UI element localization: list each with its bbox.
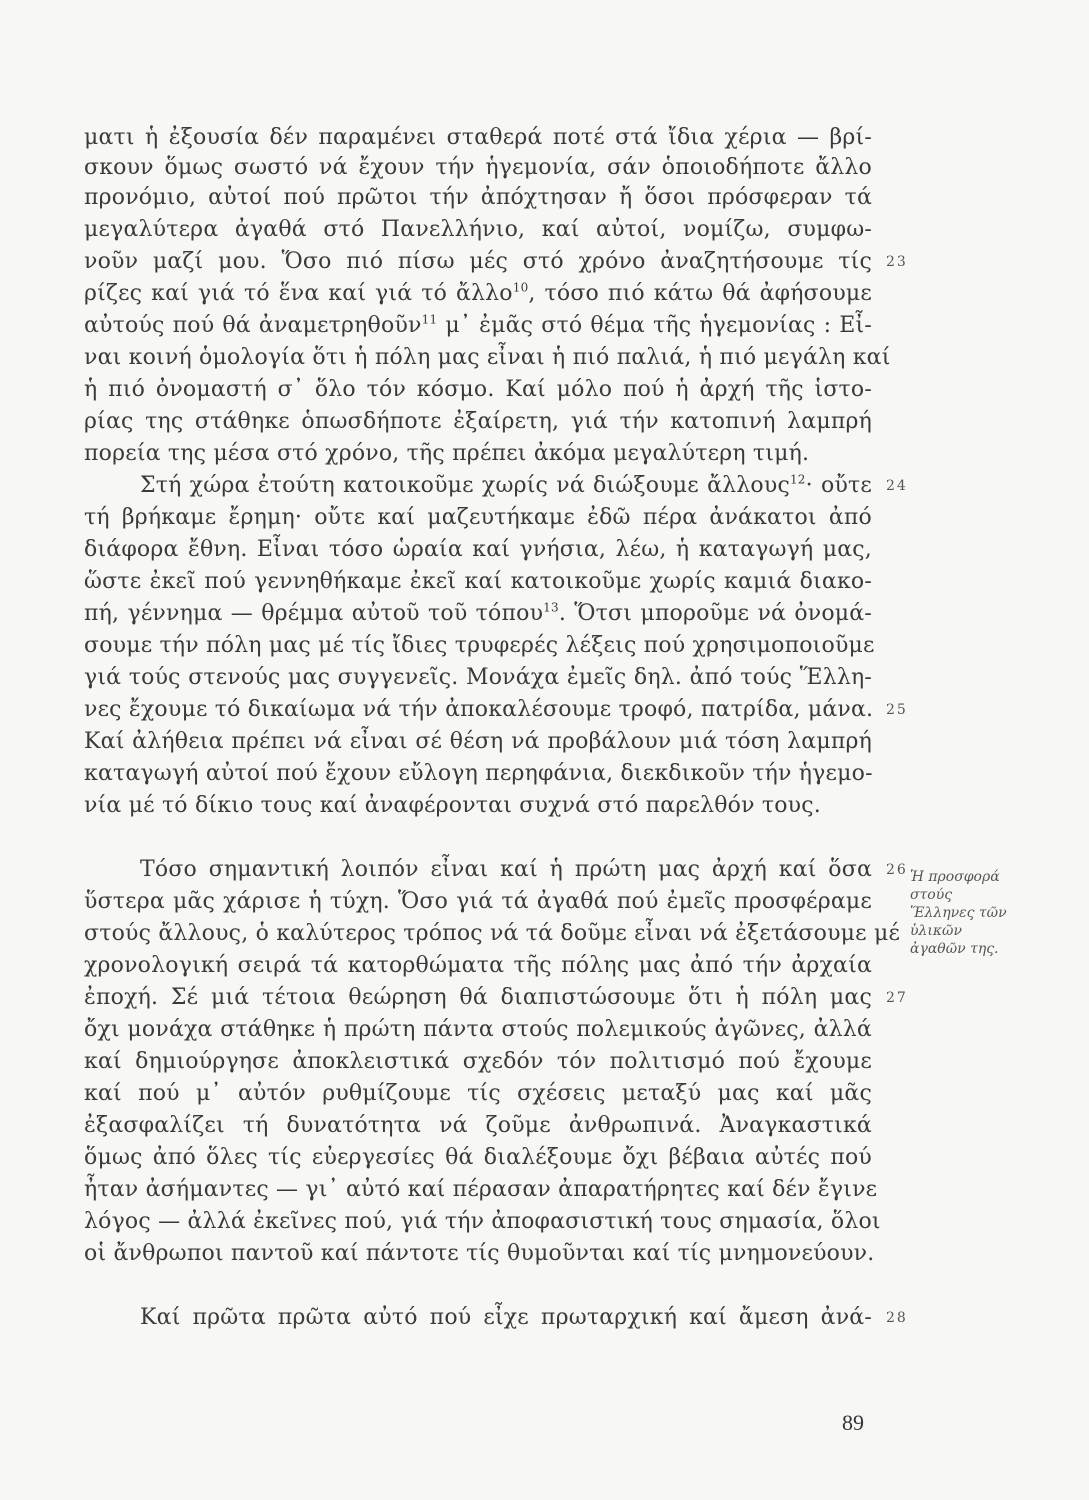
text-line: πορεία της μέσα στό χρόνο, τῆς πρέπει ἀκόμα μεγαλύτερη τιμή. — [84, 441, 810, 466]
text-line: ἡ πιό ὀνομαστή σ᾽ ὅλο τόν κόσμο. Καί μόλο πού ἡ ἀρχή τῆς ἱστο- — [84, 377, 872, 402]
text-line: ἦταν ἀσήμαντες — γι᾽ αὐτό καί πέρασαν ἀπαρατήρητες καί δέν ἔγινε — [84, 1177, 878, 1202]
page-number: 89 — [842, 1410, 864, 1435]
section-number: 27 — [886, 990, 908, 1006]
text-line: ναι κοινή ὁμολογία ὅτι ἡ πόλη μας εἶναι ἡ πιό παλιά, ἡ πιό μεγάλη καί — [84, 345, 891, 370]
text-segment: ρίζες καί γιά τό ἕνα καί γιά τό ἄλλο — [84, 281, 513, 306]
margin-note-line: Ἕλληνες τῶν — [910, 905, 1007, 921]
footnote-mark: 10 — [512, 280, 529, 295]
text-line: καί δημιούργησε ἀποκλειστικά σχεδόν τόν πολιτισμό πού ἔχουμε — [84, 1049, 872, 1074]
text-line: καταγωγή αὐτοί πού ἔχουν εὔλογη περηφάνια, διεκδικοῦν τήν ἡγεμο- — [84, 761, 873, 786]
text-line: ὕστερα μᾶς χάρισε ἡ τύχη. Ὅσο γιά τά ἀγαθά πού ἐμεῖς προσφέραμε — [84, 889, 872, 914]
text-line: σουμε τήν πόλη μας μέ τίς ἴδιες τρυφερές λέξεις πού χρησιμοποιοῦμε — [84, 633, 875, 658]
text-segment: πή, γέννημα — θρέμμα αὐτοῦ τοῦ τόπου — [84, 601, 544, 626]
section-number: 25 — [886, 702, 908, 718]
text-line: χρονολογική σειρά τά κατορθώματα τῆς πόλης μας ἀπό τήν ἀρχαία — [84, 953, 872, 978]
margin-note-line: ἀγαθῶν της. — [910, 941, 999, 957]
text-line: διάφορα ἔθνη. Εἶναι τόσο ὡραία καί γνήσια, λέω, ἡ καταγωγή μας, — [84, 537, 872, 562]
text-line: τή βρήκαμε ἔρημη· οὔτε καί μαζευτήκαμε ἐδῶ πέρα ἀνάκατοι ἀπό — [84, 505, 872, 530]
text-segment: · οὔτε — [805, 473, 872, 498]
text-line: λόγος — ἀλλά ἐκεῖνες πού, γιά τήν ἀποφασιστική τους σημασία, ὅλοι — [84, 1209, 881, 1234]
text-segment: Στή χώρα ἐτούτη κατοικοῦμε χωρίς νά διώξουμε ἄλλους — [140, 473, 790, 498]
text-line: ἐξασφαλίζει τή δυνατότητα νά ζοῦμε ἀνθρωπινά. Ἀναγκαστικά — [84, 1113, 872, 1138]
text-line: προνόμιο, αὐτοί πού πρῶτοι τήν ἀπόχτησαν ἤ ὅσοι πρόσφεραν τά — [84, 185, 872, 210]
text-line: σκουν ὅμως σωστό νά ἔχουν τήν ἡγεμονία, σάν ὁποιοδήποτε ἄλλο — [84, 155, 872, 180]
margin-note-line: στούς — [910, 887, 953, 903]
section-number: 26 — [886, 862, 908, 878]
text-line: Τόσο σημαντική λοιπόν εἶναι καί ἡ πρώτη μας ἀρχή καί ὅσα — [140, 857, 872, 882]
text-line: Καί πρῶτα πρῶτα αὐτό πού εἶχε πρωταρχική καί ἄμεση ἀνά- — [140, 1305, 872, 1330]
text-line — [84, 600, 872, 630]
footnote-mark: 11 — [421, 312, 438, 327]
text-line: νες ἔχουμε τό δικαίωμα νά τήν ἀποκαλέσουμε τροφό, πατρίδα, μάνα. — [84, 697, 874, 722]
footnote-mark: 12 — [789, 472, 806, 487]
text-line: ὥστε ἐκεῖ πού γεννηθήκαμε ἐκεῖ καί κατοικοῦμε χωρίς καμιά διακο- — [84, 569, 872, 594]
text-line: Καί ἀλήθεια πρέπει νά εἶναι σέ θέση νά προβάλουν μιά τόση λαμπρή — [84, 729, 872, 754]
text-line: μεγαλύτερα ἀγαθά στό Πανελλήνιο, καί αὐτοί, νομίζω, συμφω- — [84, 217, 872, 242]
text-line: οἱ ἄνθρωποι παντοῦ καί πάντοτε τίς θυμοῦνται καί τίς μνημονεύουν. — [84, 1241, 875, 1266]
text-line: ματι ἡ ἐξουσία δέν παραμένει σταθερά ποτέ στά ἴδια χέρια — βρί- — [84, 125, 872, 150]
text-segment: αὐτούς πού θά ἀναμετρηθοῦν — [84, 313, 422, 338]
text-line: ἐποχή. Σέ μιά τέτοια θεώρηση θά διαπιστώσουμε ὅτι ἡ πόλη μας — [84, 985, 872, 1010]
text-line: νία μέ τό δίκιο τους καί ἀναφέρονται συχνά στό παρελθόν τους. — [84, 793, 821, 818]
text-line — [140, 472, 872, 502]
text-line: στούς ἄλλους, ὁ καλύτερος τρόπος νά τά δοῦμε εἶναι νά ἐξετάσουμε μέ — [84, 921, 901, 946]
text-line: νοῦν μαζί μου. Ὅσο πιό πίσω μές στό χρόνο ἀναζητήσουμε τίς — [84, 249, 872, 274]
text-segment: μ᾽ ἐμᾶς στό θέμα τῆς ἡγεμονίας : Εἶ- — [437, 313, 872, 338]
text-line: ὄχι μονάχα στάθηκε ἡ πρώτη πάντα στούς πολεμικούς ἀγῶνες, ἀλλά — [84, 1017, 872, 1042]
text-segment: , τόσο πιό κάτω θά ἀφήσουμε — [528, 281, 872, 306]
margin-note-line: Ἡ προσφορά — [910, 869, 1000, 885]
margin-note-line: ὑλικῶν — [910, 923, 962, 939]
text-line — [84, 280, 872, 310]
text-line: γιά τούς στενούς μας συγγενεῖς. Μονάχα ἐμεῖς δηλ. ἀπό τούς Ἕλλη- — [84, 665, 872, 690]
text-line — [84, 312, 872, 342]
margin-note — [910, 868, 1082, 958]
text-line: ρίας της στάθηκε ὁπωσδήποτε ἐξαίρετη, γιά τήν κατοπινή λαμπρή — [84, 409, 872, 434]
text-line: καί πού μ᾽ αὐτόν ρυθμίζουμε τίς σχέσεις μεταξύ μας καί μᾶς — [84, 1081, 872, 1106]
section-number: 23 — [886, 254, 908, 270]
section-number: 28 — [886, 1310, 908, 1326]
text-segment: . Ὅτσι μπορoῦμε νά ὀνομά- — [558, 601, 872, 626]
footnote-mark: 13 — [543, 600, 559, 615]
section-number: 24 — [886, 478, 908, 494]
text-line: ὅμως ἀπό ὅλες τίς εὐεργεσίες θά διαλέξουμε ὄχι βέβαια αὐτές πού — [84, 1145, 872, 1170]
